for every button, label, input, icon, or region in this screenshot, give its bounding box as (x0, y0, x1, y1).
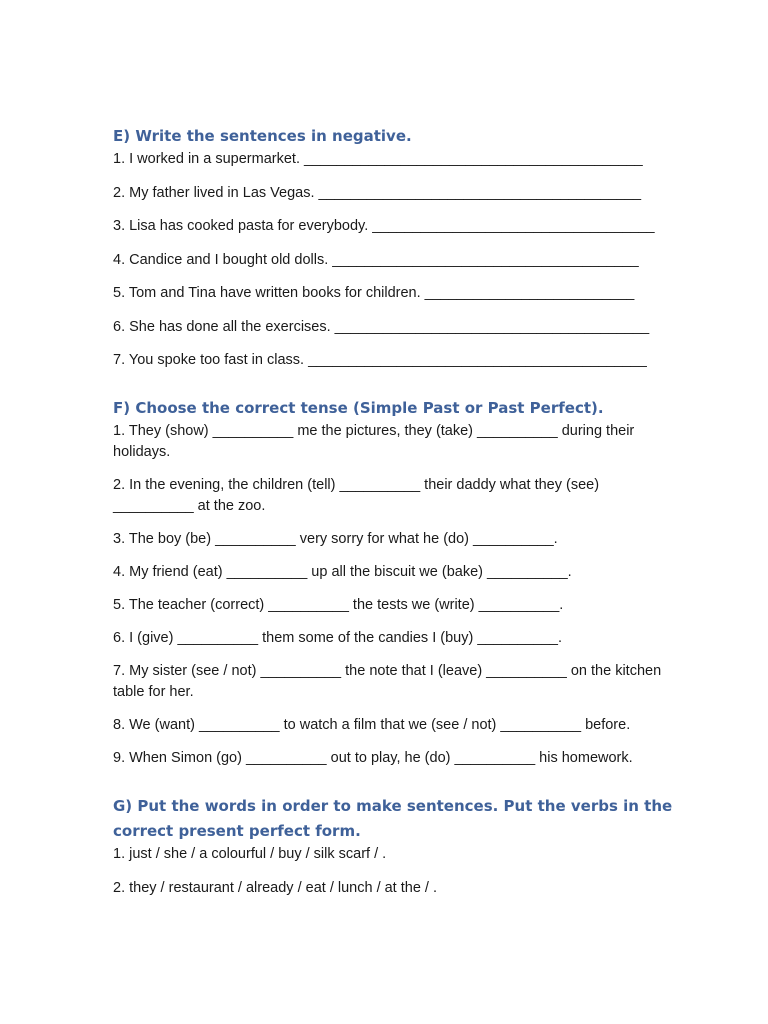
exercise-item: 3. The boy (be) __________ very sorry for what he (do) __________. (113, 531, 558, 547)
exercise-item: 7. You spoke too fast in class. __________________________________________ (113, 352, 647, 368)
section-heading: G) Put the words in order to make sentences. Put the verbs in the correct present perfect form. (113, 797, 673, 840)
section-heading: E) Write the sentences in negative. (113, 127, 412, 145)
exercise-item: 1. I worked in a supermarket. __________________________________________ (113, 151, 643, 167)
exercise-item: 2. they / restaurant / already / eat / lunch / at the / . (113, 879, 438, 896)
exercise-item: 1. They (show) __________ me the pictures, they (take) __________ during their holidays. (113, 423, 635, 460)
exercise-item: 2. In the evening, the children (tell) __________ their daddy what they (see) __________ at the zoo. (113, 477, 600, 514)
exercise-item: 5. Tom and Tina have written books for children. __________________________ (113, 285, 635, 301)
section-g (113, 794, 673, 899)
section-heading: F) Choose the correct tense (Simple Past or Past Perfect). (113, 399, 604, 417)
exercise-item: 6. I (give) __________ them some of the candies I (buy) __________. (113, 630, 562, 646)
worksheet-page (113, 124, 673, 911)
section-f (113, 396, 673, 769)
exercise-item: 1. just / she / a colourful / buy / silk scarf / . (113, 846, 387, 862)
exercise-item: 8. We (want) __________ to watch a film that we (see / not) __________ before. (113, 717, 631, 733)
exercise-item: 7. My sister (see / not) __________ the note that I (leave) __________ on the kitchen table for her. (113, 663, 662, 700)
exercise-item: 6. She has done all the exercises. _______________________________________ (113, 318, 650, 335)
exercise-item: 3. Lisa has cooked pasta for everybody. ___________________________________ (113, 218, 655, 234)
exercise-item: 2. My father lived in Las Vegas. ________________________________________ (113, 184, 642, 201)
section-e (113, 124, 673, 371)
exercise-item: 5. The teacher (correct) __________ the tests we (write) __________. (113, 597, 564, 613)
exercise-item: 4. My friend (eat) __________ up all the biscuit we (bake) __________. (113, 564, 572, 580)
exercise-item: 4. Candice and I bought old dolls. ______________________________________ (113, 251, 639, 268)
exercise-item: 9. When Simon (go) __________ out to play, he (do) __________ his homework. (113, 750, 633, 766)
